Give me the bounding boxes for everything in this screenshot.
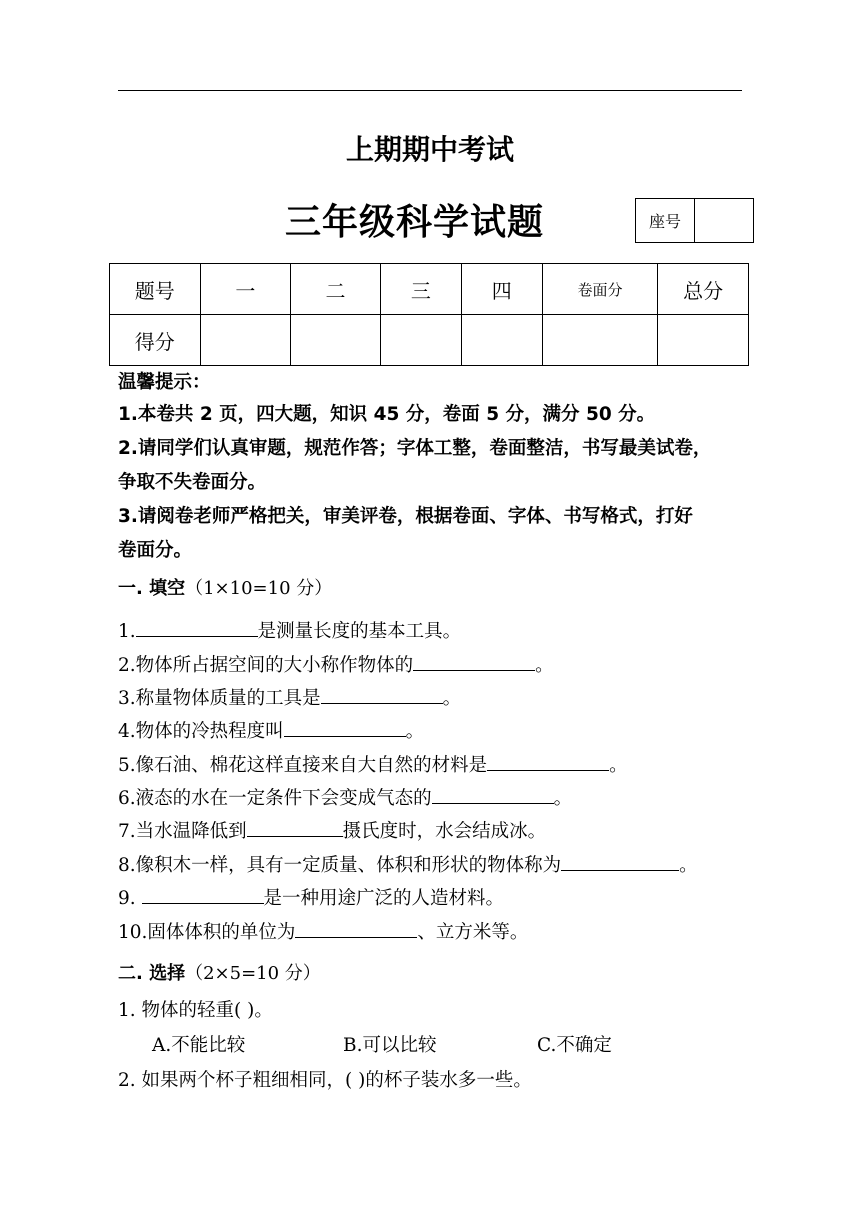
- header-rule: [118, 90, 742, 91]
- question-text: 7.当水温降低到: [118, 821, 247, 842]
- answer-blank[interactable]: [321, 685, 443, 704]
- section2-title: 二. 选择: [118, 963, 186, 984]
- choice-option-b[interactable]: B.可以比较: [343, 1035, 437, 1056]
- answer-blank[interactable]: [284, 718, 406, 737]
- fill-question: [118, 717, 424, 743]
- section2-points: （2×5=10 分）: [185, 963, 321, 984]
- choice-question: 2. 如果两个杯子粗细相同，( )的杯子装水多一些。: [118, 1070, 532, 1091]
- fill-question: [118, 918, 528, 944]
- score-header-cell: 四: [461, 264, 542, 315]
- fill-question: [118, 617, 461, 643]
- question-text: 。: [442, 688, 462, 709]
- seat-value-cell[interactable]: [695, 199, 754, 243]
- seat-label: 座号: [636, 199, 695, 243]
- score-header-cell: 总分: [658, 264, 749, 315]
- score-cell[interactable]: [200, 315, 291, 366]
- answer-blank[interactable]: [247, 818, 343, 837]
- answer-blank[interactable]: [413, 652, 535, 671]
- question-text: 。: [405, 721, 425, 742]
- score-cell[interactable]: [461, 315, 542, 366]
- answer-blank[interactable]: [295, 919, 417, 938]
- score-header-cell: 三: [380, 264, 461, 315]
- answer-blank[interactable]: [142, 885, 264, 904]
- seat-number-box: [635, 198, 754, 243]
- question-text: 。: [609, 755, 628, 776]
- exam-title: 上期期中考试: [345, 133, 514, 166]
- fill-question: [118, 884, 504, 910]
- score-cell[interactable]: [658, 315, 749, 366]
- section1-points: （1×10=10 分）: [185, 578, 333, 599]
- tips-line: 1.本卷共 2 页，四大题，知识 45 分，卷面 5 分，满分 50 分。: [118, 404, 656, 425]
- tips-line: 争取不失卷面分。: [118, 472, 267, 493]
- choice-option-a[interactable]: A.不能比较: [152, 1035, 246, 1056]
- choice-question: 1. 物体的轻重( )。: [118, 1000, 273, 1021]
- score-table: [109, 263, 749, 366]
- question-text: 6.液态的水在一定条件下会变成气态的: [118, 788, 432, 809]
- question-text: 8.像积木一样，具有一定质量、体积和形状的物体称为: [118, 855, 562, 876]
- section2-heading: [118, 959, 321, 985]
- answer-blank[interactable]: [487, 752, 609, 771]
- fill-question: [118, 784, 572, 810]
- score-cell[interactable]: [380, 315, 461, 366]
- question-text: 摄氏度时，水会结成冰。: [342, 821, 547, 842]
- score-header-cell: 一: [200, 264, 291, 315]
- question-text: 、立方米等。: [417, 922, 529, 943]
- score-table-header-row: [110, 264, 749, 315]
- question-text: 10.固体体积的单位为: [118, 922, 296, 943]
- question-text: 。: [553, 788, 573, 809]
- tips-block: [118, 368, 758, 568]
- score-cell[interactable]: [542, 315, 658, 366]
- score-table-score-row: [110, 315, 749, 366]
- score-header-cell: 二: [291, 264, 381, 315]
- score-header-cell: 卷面分: [542, 264, 658, 315]
- question-text: 3.称量物体质量的工具是: [118, 688, 321, 709]
- question-text: 是测量长度的基本工具。: [257, 621, 462, 642]
- tips-line: 3.请阅卷老师严格把关，审美评卷，根据卷面、字体、书写格式，打好: [118, 506, 693, 527]
- section1-title: 一. 填空: [118, 578, 186, 599]
- section1-heading: [118, 574, 332, 600]
- score-cell[interactable]: [291, 315, 381, 366]
- fill-question: [118, 751, 628, 777]
- question-text: 4.物体的冷热程度叫: [118, 721, 284, 742]
- tips-title: 温馨提示：: [118, 372, 211, 393]
- answer-blank[interactable]: [432, 785, 554, 804]
- question-text: 是一种用途广泛的人造材料。: [263, 888, 505, 909]
- fill-question: [118, 684, 461, 710]
- exam-subject-title: 三年级科学试题: [285, 202, 545, 243]
- fill-question: [118, 817, 546, 843]
- question-text: 。: [535, 655, 554, 676]
- fill-question: [118, 651, 554, 677]
- answer-blank[interactable]: [561, 852, 679, 871]
- question-text: 。: [679, 855, 698, 876]
- score-row-label: 得分: [110, 315, 201, 366]
- tips-line: 2.请同学们认真审题，规范作答；字体工整，卷面整洁，书写最美试卷，: [118, 438, 712, 459]
- score-header-cell: 题号: [110, 264, 201, 315]
- question-text: 5.像石油、棉花这样直接来自大自然的材料是: [118, 755, 488, 776]
- question-text: 2.物体所占据空间的大小称作物体的: [118, 655, 414, 676]
- tips-line: 卷面分。: [118, 540, 193, 561]
- question-text: 9.: [118, 888, 142, 909]
- choice-option-c[interactable]: C.不确定: [537, 1035, 612, 1056]
- answer-blank[interactable]: [136, 618, 258, 637]
- question-text: 1.: [118, 621, 136, 642]
- fill-question: [118, 851, 698, 877]
